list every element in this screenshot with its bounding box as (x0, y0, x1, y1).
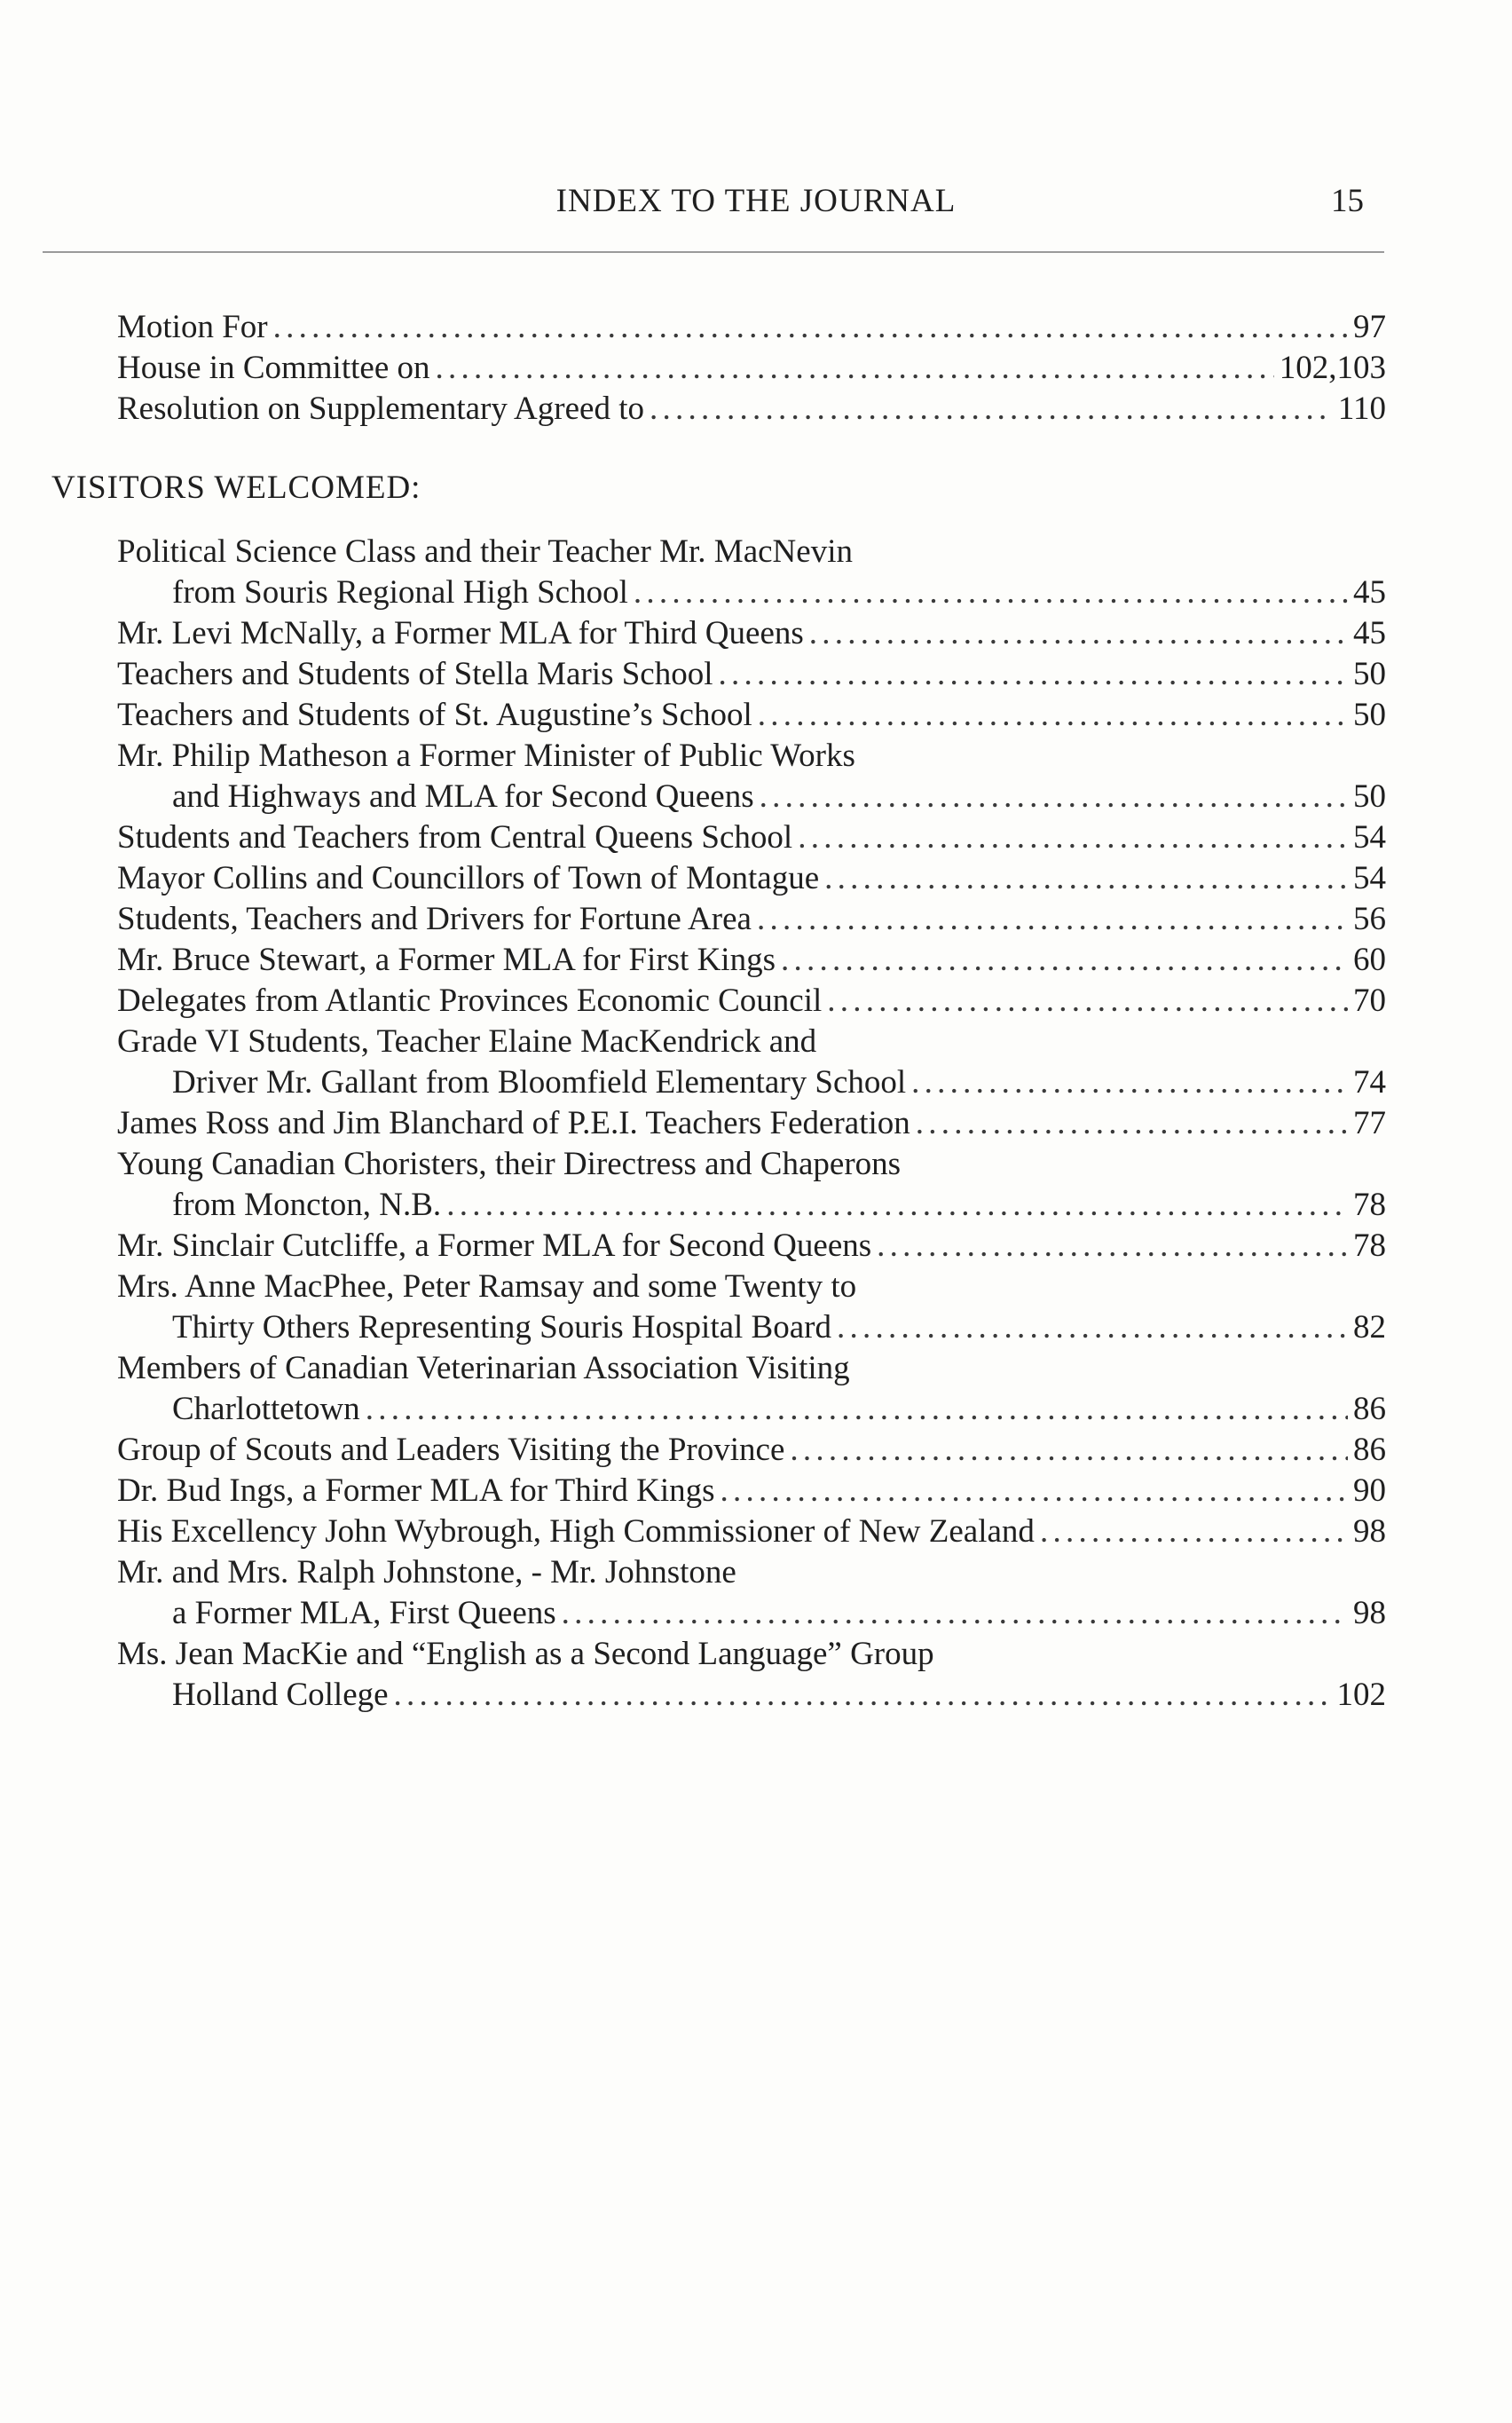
entry-page: 102,103 (1279, 350, 1386, 386)
entry-page: 45 (1353, 574, 1386, 611)
index-entry (117, 1226, 1386, 1267)
entry-page: 74 (1353, 1064, 1386, 1101)
entry-text: Driver Mr. Gallant from Bloomfield Elementary School (172, 1064, 907, 1101)
entry-page: 56 (1353, 901, 1386, 937)
leader-dots (827, 981, 1348, 1022)
entry-page: 50 (1353, 656, 1386, 692)
entry-text: James Ross and Jim Blanchard of P.E.I. Teachers Federation (117, 1105, 910, 1141)
leader-dots (562, 1593, 1348, 1634)
running-title: INDEX TO THE JOURNAL (555, 183, 957, 219)
leader-dots (824, 858, 1348, 899)
entry-text: Mr. Sinclair Cutcliffe, a Former MLA for Second Queens (117, 1227, 872, 1264)
index-entry (117, 1471, 1386, 1511)
entry-text: Mr. Bruce Stewart, a Former MLA for First Kings (117, 942, 776, 978)
entry-text: Thirty Others Representing Souris Hospital Board (172, 1309, 831, 1346)
index-entry (172, 777, 1386, 817)
entry-page: 82 (1353, 1309, 1386, 1346)
index-entry (172, 1307, 1386, 1348)
leader-dots (916, 1103, 1348, 1144)
entry-page: 77 (1353, 1105, 1386, 1141)
entry-text: Mr. Levi McNally, a Former MLA for Third Queens (117, 615, 804, 651)
leader-dots (634, 572, 1348, 613)
entry-page: 45 (1353, 615, 1386, 651)
leader-dots (446, 1185, 1348, 1226)
entry-text: His Excellency John Wybrough, High Commissioner of New Zealand (117, 1513, 1035, 1550)
entry-first-line: Mr. and Mrs. Ralph Johnstone, - Mr. Johnstone (117, 1554, 736, 1590)
leader-dots (394, 1675, 1332, 1716)
entry-first-line: Grade VI Students, Teacher Elaine MacKendrick and (117, 1023, 817, 1060)
index-entry (172, 1062, 1386, 1103)
index-entry (117, 981, 1386, 1022)
entry-text: Group of Scouts and Leaders Visiting the Province (117, 1432, 785, 1468)
leader-dots (757, 899, 1348, 940)
entry-page: 86 (1353, 1432, 1386, 1468)
leader-dots (877, 1226, 1348, 1267)
leader-dots (760, 777, 1348, 817)
leader-dots (650, 389, 1333, 430)
index-entry (117, 940, 1386, 981)
entry-page: 50 (1353, 697, 1386, 733)
entry-text: Students and Teachers from Central Queens School (117, 819, 793, 856)
entry-text: Delegates from Atlantic Provinces Economic Council (117, 983, 823, 1019)
entry-page: 102 (1336, 1677, 1386, 1713)
index-entry (117, 654, 1386, 695)
index-entry (117, 899, 1386, 940)
index-entry (117, 1430, 1386, 1471)
entry-page: 78 (1353, 1227, 1386, 1264)
entry-text: Teachers and Students of St. Augustine’s School (117, 697, 752, 733)
index-entry (172, 572, 1386, 613)
entry-page: 97 (1353, 309, 1386, 345)
index-entry (117, 1103, 1386, 1144)
entry-page: 90 (1353, 1472, 1386, 1509)
entry-first-line: Members of Canadian Veterinarian Association Visiting (117, 1350, 850, 1386)
entry-first-line: Mr. Philip Matheson a Former Minister of Public Works (117, 738, 855, 774)
entry-text: and Highways and MLA for Second Queens (172, 778, 754, 815)
leader-dots (837, 1307, 1348, 1348)
entry-text: Holland College (172, 1677, 389, 1713)
entry-page: 54 (1353, 819, 1386, 856)
entry-text: a Former MLA, First Queens (172, 1595, 556, 1631)
leader-dots (781, 940, 1348, 981)
index-entry (117, 817, 1386, 858)
entry-first-line: Political Science Class and their Teacher Mr. MacNevin (117, 533, 853, 570)
leader-dots (798, 817, 1348, 858)
page-header (0, 179, 1512, 224)
index-entry (117, 858, 1386, 899)
leader-dots (719, 654, 1349, 695)
section-heading: VISITORS WELCOMED: (51, 470, 421, 506)
leader-dots (436, 348, 1274, 389)
index-entry (172, 1389, 1386, 1430)
entry-text: Teachers and Students of Stella Maris School (117, 656, 713, 692)
index-entry (117, 695, 1386, 736)
index-entry (117, 613, 1386, 654)
entry-page: 98 (1353, 1513, 1386, 1550)
index-entry (172, 1675, 1386, 1716)
entry-page: 98 (1353, 1595, 1386, 1631)
entry-first-line: Mrs. Anne MacPhee, Peter Ramsay and some Twenty to (117, 1268, 857, 1305)
entry-page: 110 (1337, 391, 1386, 427)
entry-first-line: Young Canadian Choristers, their Directress and Chaperons (117, 1146, 902, 1182)
entry-text: Resolution on Supplementary Agreed to (117, 391, 644, 427)
entry-text: from Moncton, N.B. (172, 1187, 442, 1223)
entry-text: Students, Teachers and Drivers for Fortune Area (117, 901, 752, 937)
entry-first-line: Ms. Jean MacKie and “English as a Second Language” Group (117, 1636, 934, 1672)
leader-dots (911, 1062, 1348, 1103)
leader-dots (809, 613, 1348, 654)
entry-text: Dr. Bud Ings, a Former MLA for Third Kings (117, 1472, 715, 1509)
entry-page: 50 (1353, 778, 1386, 815)
entry-page: 78 (1353, 1187, 1386, 1223)
index-entry (117, 389, 1386, 430)
index-entry (117, 1511, 1386, 1552)
entry-page: 54 (1353, 860, 1386, 896)
leader-dots (790, 1430, 1348, 1471)
entry-text: Charlottetown (172, 1391, 360, 1427)
leader-dots (1040, 1511, 1348, 1552)
index-entry (172, 1593, 1386, 1634)
leader-dots (366, 1389, 1348, 1430)
entry-text: House in Committee on (117, 350, 430, 386)
header-rule (43, 251, 1384, 253)
entry-text: from Souris Regional High School (172, 574, 628, 611)
entry-text: Mayor Collins and Councillors of Town of Montague (117, 860, 820, 896)
index-entry (172, 1185, 1386, 1226)
leader-dots (273, 307, 1348, 348)
entry-page: 86 (1353, 1391, 1386, 1427)
page-number: 15 (1331, 183, 1364, 219)
entry-page: 70 (1353, 983, 1386, 1019)
entry-text: Motion For (117, 309, 268, 345)
leader-dots (758, 695, 1348, 736)
index-entry (117, 307, 1386, 348)
index-entry (117, 348, 1386, 389)
entry-page: 60 (1353, 942, 1386, 978)
leader-dots (721, 1471, 1349, 1511)
